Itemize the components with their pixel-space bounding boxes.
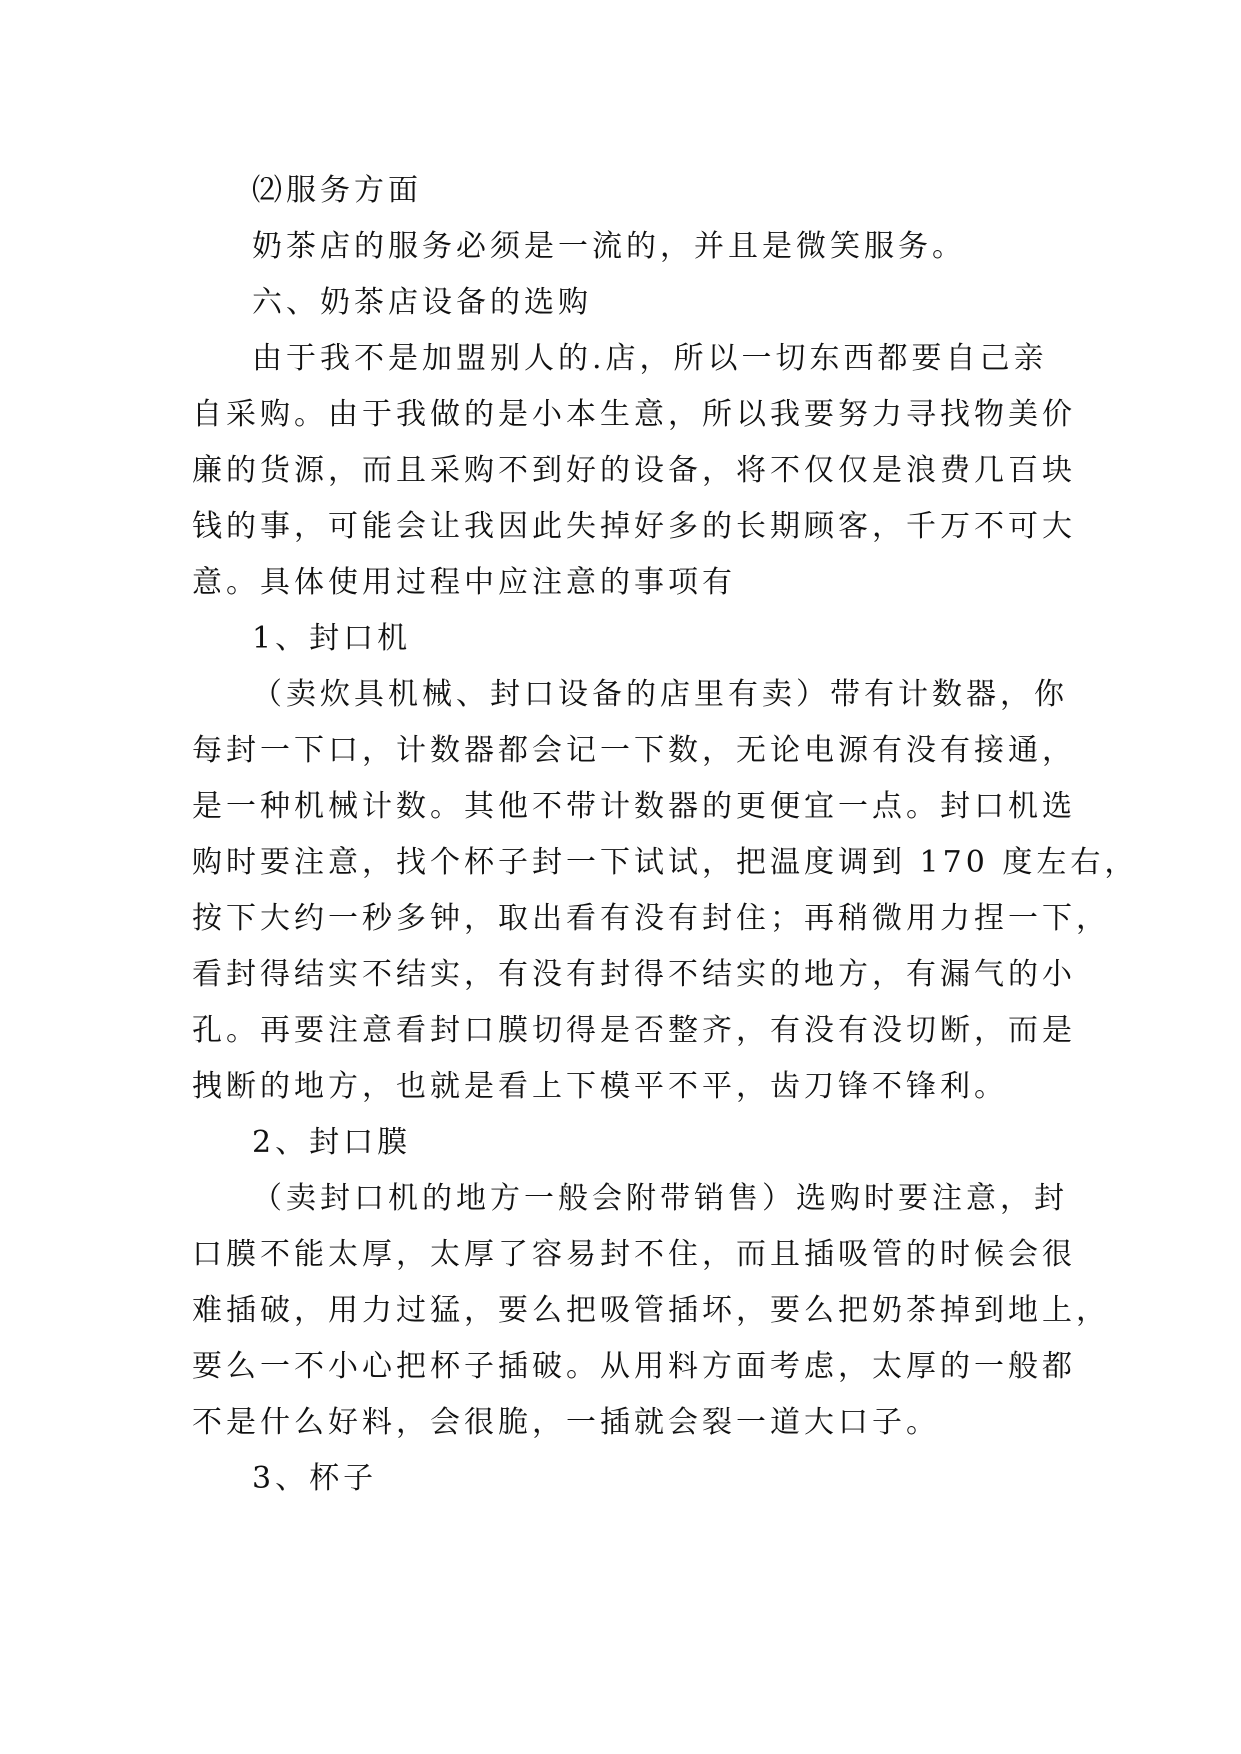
item-heading-cups: 3、杯子	[252, 1461, 378, 1496]
paragraph-line: 购时要注意，找个杯子封一下试试，把温度调到 170 度左右，	[192, 845, 1139, 880]
paragraph-line: 拽断的地方，也就是看上下模平不平，齿刀锋不锋利。	[192, 1069, 1008, 1104]
paragraph-line: 奶茶店的服务必须是一流的，并且是微笑服务。	[252, 229, 966, 264]
paragraph-line: 要么一不小心把杯子插破。从用料方面考虑，太厚的一般都	[192, 1349, 1076, 1384]
item-heading-sealing-film: 2、封口膜	[252, 1125, 412, 1160]
paragraph-line: 廉的货源，而且采购不到好的设备，将不仅仅是浪费几百块	[192, 453, 1076, 488]
paragraph-line: 由于我不是加盟别人的.店，所以一切东西都要自己亲	[252, 341, 1048, 376]
paragraph-line: 钱的事，可能会让我因此失掉好多的长期顾客，千万不可大	[192, 509, 1076, 544]
paragraph-line: 看封得结实不结实，有没有封得不结实的地方，有漏气的小	[192, 957, 1076, 992]
paragraph-line: 自采购。由于我做的是小本生意，所以我要努力寻找物美价	[192, 397, 1076, 432]
paragraph-line: 不是什么好料，会很脆，一插就会裂一道大口子。	[192, 1405, 940, 1440]
document-body	[192, 163, 1139, 1507]
paragraph-line: 按下大约一秒多钟，取出看有没有封住；再稍微用力捏一下，	[192, 901, 1110, 936]
section-heading-equipment: 六、奶茶店设备的选购	[252, 285, 592, 320]
item-heading-sealer: 1、封口机	[252, 621, 412, 656]
paragraph-line: 每封一下口，计数器都会记一下数，无论电源有没有接通，	[192, 733, 1076, 768]
paragraph-line: （卖炊具机械、封口设备的店里有卖）带有计数器，你	[252, 677, 1068, 712]
paragraph-line: 难插破，用力过猛，要么把吸管插坏，要么把奶茶掉到地上，	[192, 1293, 1110, 1328]
heading-service: ⑵服务方面	[252, 173, 422, 208]
paragraph-line: 口膜不能太厚，太厚了容易封不住，而且插吸管的时候会很	[192, 1237, 1076, 1272]
paragraph-line: 是一种机械计数。其他不带计数器的更便宜一点。封口机选	[192, 789, 1076, 824]
paragraph-line: 孔。再要注意看封口膜切得是否整齐，有没有没切断，而是	[192, 1013, 1076, 1048]
paragraph-line: （卖封口机的地方一般会附带销售）选购时要注意，封	[252, 1181, 1068, 1216]
paragraph-line: 意。具体使用过程中应注意的事项有	[192, 565, 736, 600]
